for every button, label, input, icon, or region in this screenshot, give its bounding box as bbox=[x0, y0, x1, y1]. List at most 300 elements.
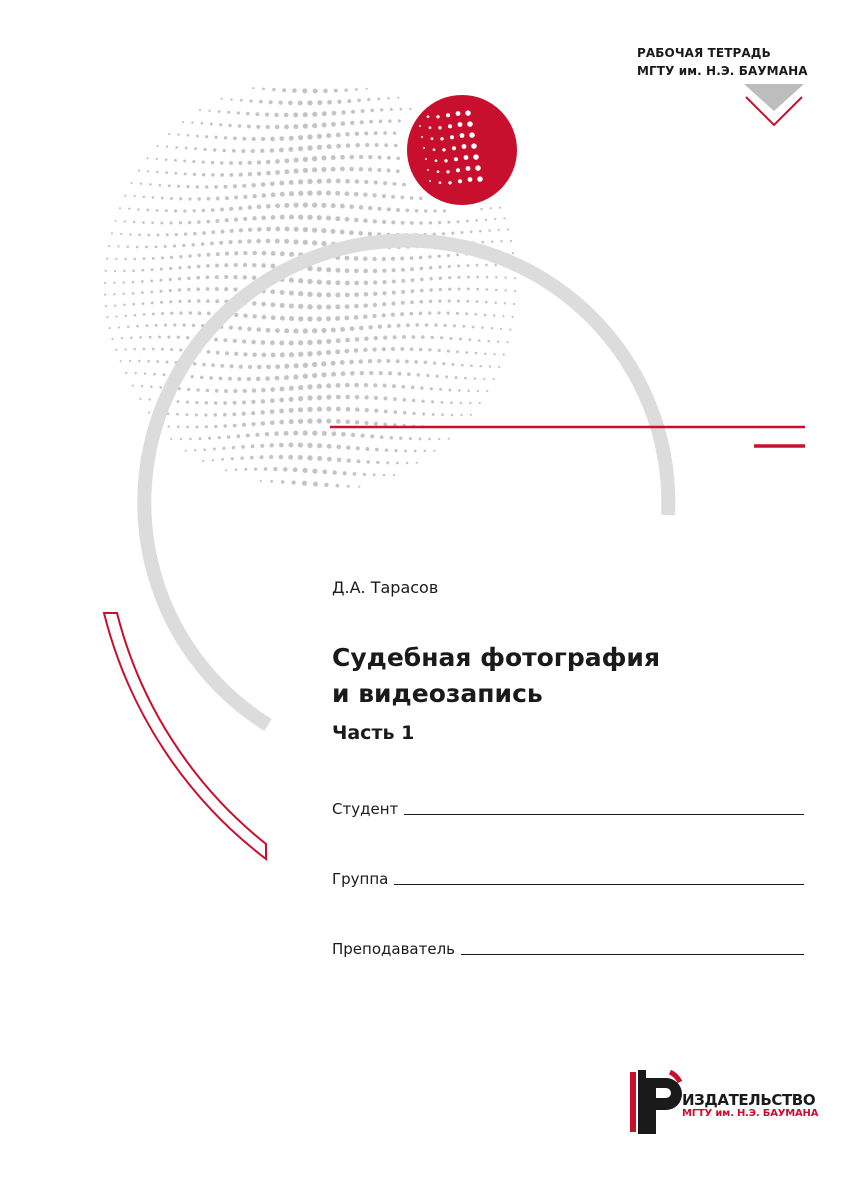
sphere-dot bbox=[271, 315, 276, 320]
sphere-dot bbox=[317, 100, 322, 105]
sphere-dot bbox=[293, 112, 298, 117]
sphere-dot bbox=[326, 267, 331, 272]
red-circle-dot bbox=[456, 168, 460, 172]
sphere-dot bbox=[372, 193, 376, 197]
sphere-dot bbox=[225, 351, 229, 355]
sphere-dot bbox=[345, 292, 350, 297]
sphere-dot bbox=[336, 445, 341, 450]
sphere-dot bbox=[340, 167, 345, 172]
red-circle-dot bbox=[477, 176, 483, 182]
sphere-dot bbox=[379, 371, 383, 375]
sphere-dot bbox=[216, 197, 220, 201]
sphere-dot bbox=[488, 229, 491, 232]
sphere-dot bbox=[234, 218, 238, 222]
sphere-dot bbox=[179, 348, 182, 351]
sphere-dot bbox=[356, 143, 360, 147]
sphere-dot bbox=[280, 215, 285, 220]
sphere-dot bbox=[170, 256, 173, 259]
sphere-dot bbox=[120, 233, 122, 235]
sphere-dot bbox=[293, 431, 298, 436]
sphere-dot bbox=[177, 426, 180, 429]
sphere-dot bbox=[386, 359, 390, 363]
sphere-dot bbox=[411, 278, 415, 282]
sphere-dot bbox=[307, 418, 312, 423]
sphere-dot bbox=[503, 354, 505, 356]
sphere-dot bbox=[481, 326, 484, 329]
sphere-dot bbox=[493, 353, 495, 355]
sphere-dot bbox=[439, 388, 442, 391]
sphere-dot bbox=[410, 196, 414, 200]
sphere-dot bbox=[224, 275, 228, 279]
sphere-dot bbox=[179, 255, 182, 258]
sphere-dot bbox=[327, 444, 332, 449]
sphere-dot bbox=[383, 396, 387, 400]
sphere-dot bbox=[195, 401, 198, 404]
sphere-dot bbox=[493, 378, 495, 380]
sphere-dot bbox=[429, 266, 433, 270]
sphere-dot bbox=[393, 397, 397, 401]
sphere-dot bbox=[243, 263, 247, 267]
sphere-dot bbox=[288, 443, 293, 448]
sphere-dot bbox=[374, 180, 378, 184]
sphere-dot bbox=[312, 202, 317, 207]
sphere-dot bbox=[487, 340, 490, 343]
book-title-line-2: и видеозапись bbox=[332, 679, 543, 708]
sphere-dot bbox=[233, 401, 237, 405]
sphere-dot bbox=[335, 280, 340, 285]
sphere-dot bbox=[466, 220, 469, 223]
sphere-dot bbox=[252, 87, 254, 89]
sphere-dot bbox=[377, 359, 381, 363]
sphere-dot bbox=[127, 325, 130, 328]
sphere-dot bbox=[202, 209, 206, 213]
sphere-dot bbox=[387, 324, 391, 328]
sphere-dot bbox=[453, 324, 456, 327]
sphere-dot bbox=[229, 161, 233, 165]
sphere-dot bbox=[256, 377, 261, 382]
sphere-dot bbox=[321, 328, 326, 333]
sphere-dot bbox=[346, 407, 351, 412]
sphere-dot bbox=[279, 181, 284, 186]
sphere-dot bbox=[284, 203, 289, 208]
sphere-dot bbox=[393, 182, 397, 186]
sphere-dot bbox=[161, 197, 164, 200]
sphere-dot bbox=[298, 191, 303, 196]
sphere-dot bbox=[275, 203, 280, 208]
sphere-dot bbox=[243, 389, 247, 393]
sphere-dot bbox=[156, 360, 159, 363]
sphere-dot bbox=[484, 314, 487, 317]
sphere-dot bbox=[293, 239, 298, 244]
sphere-dot bbox=[307, 340, 312, 345]
sphere-dot bbox=[170, 197, 173, 200]
sphere-dot bbox=[349, 230, 354, 235]
sphere-dot bbox=[345, 395, 350, 400]
red-circle-dot bbox=[471, 143, 477, 149]
sphere-dot bbox=[177, 400, 180, 403]
sphere-dot bbox=[252, 388, 256, 392]
sphere-dot bbox=[271, 251, 276, 256]
sphere-dot bbox=[373, 303, 377, 307]
sphere-dot bbox=[224, 389, 228, 393]
sphere-dot bbox=[442, 362, 445, 365]
sphere-dot bbox=[194, 147, 197, 150]
sphere-dot bbox=[326, 406, 331, 411]
sphere-dot bbox=[158, 184, 161, 187]
sphere-dot bbox=[124, 348, 126, 350]
sphere-dot bbox=[363, 348, 367, 352]
sphere-dot bbox=[457, 299, 460, 302]
sphere-dot bbox=[384, 409, 388, 413]
sphere-dot bbox=[340, 327, 345, 332]
sphere-dot bbox=[385, 448, 388, 451]
sphere-dot bbox=[336, 484, 340, 488]
sphere-dot bbox=[266, 365, 271, 370]
sphere-dot bbox=[264, 467, 268, 471]
sphere-dot bbox=[202, 363, 206, 367]
sphere-dot bbox=[132, 281, 135, 284]
sphere-dot bbox=[410, 267, 414, 271]
sphere-dot bbox=[324, 483, 328, 487]
sphere-dot bbox=[419, 311, 423, 315]
sphere-dot bbox=[479, 365, 482, 368]
sphere-dot bbox=[373, 473, 376, 476]
sphere-dot bbox=[336, 383, 341, 388]
sphere-dot bbox=[271, 215, 276, 220]
sphere-dot bbox=[298, 291, 303, 296]
sphere-dot bbox=[201, 242, 205, 246]
sphere-dot bbox=[214, 185, 218, 189]
sphere-dot bbox=[177, 185, 180, 188]
sphere-dot bbox=[497, 341, 499, 343]
sphere-dot bbox=[494, 218, 496, 220]
sphere-dot bbox=[233, 137, 237, 141]
sphere-dot bbox=[401, 268, 405, 272]
sphere-dot bbox=[209, 376, 213, 380]
sphere-dot bbox=[182, 323, 185, 326]
sphere-dot bbox=[141, 385, 143, 387]
sphere-dot bbox=[364, 131, 368, 135]
sphere-dot bbox=[397, 97, 399, 99]
sphere-dot bbox=[182, 244, 185, 247]
sphere-dot bbox=[150, 385, 153, 388]
sphere-dot bbox=[359, 155, 363, 159]
sphere-dot bbox=[298, 179, 303, 184]
sphere-dot bbox=[354, 315, 359, 320]
sphere-dot bbox=[117, 245, 119, 247]
sphere-dot bbox=[275, 170, 280, 175]
sphere-dot bbox=[477, 390, 479, 392]
sphere-dot bbox=[383, 181, 387, 185]
sphere-dot bbox=[345, 420, 350, 425]
red-circle-dot bbox=[421, 136, 423, 138]
sphere-dot bbox=[432, 413, 435, 416]
sphere-dot bbox=[322, 431, 327, 436]
sphere-dot bbox=[280, 316, 285, 321]
sphere-dot bbox=[312, 328, 317, 333]
sphere-dot bbox=[369, 120, 373, 124]
sphere-dot bbox=[265, 113, 269, 117]
sphere-dot bbox=[387, 97, 390, 100]
sphere-dot bbox=[341, 121, 346, 126]
sphere-dot bbox=[284, 226, 289, 231]
sphere-dot bbox=[392, 384, 396, 388]
sphere-dot bbox=[421, 400, 424, 403]
sphere-dot bbox=[438, 299, 441, 302]
sphere-dot bbox=[199, 109, 201, 111]
sphere-dot bbox=[377, 168, 381, 172]
red-circle-dot bbox=[456, 111, 461, 116]
sphere-dot bbox=[340, 360, 345, 365]
sphere-dot bbox=[262, 315, 267, 320]
sphere-dot bbox=[169, 267, 172, 270]
sphere-dot bbox=[187, 276, 191, 280]
sphere-dot bbox=[357, 98, 361, 102]
sphere-dot bbox=[345, 191, 350, 196]
sphere-dot bbox=[396, 169, 400, 173]
sphere-dot bbox=[428, 348, 431, 351]
sphere-dot bbox=[243, 352, 247, 356]
sphere-dot bbox=[284, 375, 289, 380]
sphere-dot bbox=[205, 401, 208, 404]
sphere-dot bbox=[317, 304, 322, 309]
sphere-dot bbox=[157, 234, 160, 237]
sphere-dot bbox=[251, 411, 255, 415]
sphere-dot bbox=[480, 208, 483, 211]
sphere-dot bbox=[506, 341, 508, 343]
sphere-dot bbox=[374, 131, 378, 135]
sphere-dot bbox=[121, 337, 123, 339]
sphere-dot bbox=[178, 277, 181, 280]
sphere-dot bbox=[272, 88, 275, 91]
sphere-dot bbox=[269, 455, 273, 459]
sphere-dot bbox=[265, 376, 270, 381]
sphere-dot bbox=[159, 279, 162, 282]
sphere-dot bbox=[252, 352, 256, 356]
sphere-dot bbox=[206, 275, 210, 279]
sphere-dot bbox=[193, 362, 196, 365]
sphere-dot bbox=[447, 350, 450, 353]
sphere-dot bbox=[331, 155, 336, 160]
sphere-dot bbox=[210, 123, 213, 126]
sphere-dot bbox=[262, 251, 267, 256]
sphere-dot bbox=[223, 338, 227, 342]
sphere-dot bbox=[235, 468, 238, 471]
sphere-dot bbox=[502, 315, 504, 317]
sphere-dot bbox=[151, 301, 154, 304]
sphere-dot bbox=[225, 196, 229, 200]
sphere-dot bbox=[364, 421, 368, 425]
sphere-dot bbox=[303, 328, 308, 333]
sphere-dot bbox=[414, 360, 418, 364]
sphere-dot bbox=[382, 220, 386, 224]
sphere-dot bbox=[214, 338, 218, 342]
sphere-dot bbox=[464, 377, 467, 380]
sphere-dot bbox=[401, 221, 405, 225]
sphere-dot bbox=[387, 207, 391, 211]
sphere-dot bbox=[233, 389, 237, 393]
sphere-dot bbox=[196, 287, 200, 291]
sphere-dot bbox=[222, 447, 225, 450]
sphere-dot bbox=[178, 266, 181, 269]
sphere-dot bbox=[337, 458, 342, 463]
sphere-dot bbox=[312, 112, 317, 117]
sphere-dot bbox=[105, 270, 107, 272]
sphere-dot bbox=[130, 336, 133, 339]
sphere-dot bbox=[148, 411, 150, 413]
book-title bbox=[332, 640, 660, 712]
sphere-dot bbox=[448, 265, 451, 268]
red-circle-dot bbox=[458, 122, 463, 127]
sphere-dot bbox=[396, 462, 399, 465]
sphere-dot bbox=[317, 351, 322, 356]
sphere-dot bbox=[373, 280, 377, 284]
sphere-dot bbox=[459, 338, 462, 341]
sphere-dot bbox=[415, 323, 419, 327]
sphere-dot bbox=[406, 323, 410, 327]
sphere-dot bbox=[433, 361, 436, 364]
sphere-dot bbox=[322, 469, 327, 474]
sphere-dot bbox=[298, 352, 303, 357]
sphere-dot bbox=[332, 111, 337, 116]
sphere-dot bbox=[398, 372, 402, 376]
sphere-dot bbox=[256, 125, 260, 129]
sphere-dot bbox=[120, 360, 122, 362]
sphere-dot bbox=[307, 407, 312, 412]
sphere-dot bbox=[455, 376, 458, 379]
sphere-dot bbox=[164, 324, 167, 327]
sphere-dot bbox=[221, 458, 224, 461]
sphere-dot bbox=[486, 276, 489, 279]
sphere-dot bbox=[364, 395, 368, 399]
sphere-dot bbox=[439, 288, 442, 291]
sphere-dot bbox=[257, 365, 262, 370]
sphere-dot bbox=[115, 349, 117, 351]
sphere-dot bbox=[326, 178, 331, 183]
sphere-dot bbox=[498, 366, 500, 368]
sphere-dot bbox=[261, 302, 266, 307]
student-label: Студент bbox=[332, 800, 399, 818]
red-circle-dot bbox=[464, 155, 469, 160]
sphere-dot bbox=[234, 251, 238, 255]
sphere-dot bbox=[405, 209, 409, 213]
sphere-dot bbox=[225, 218, 229, 222]
triangle-marker-icon bbox=[744, 84, 804, 125]
sphere-dot bbox=[383, 423, 387, 427]
sphere-dot bbox=[214, 401, 218, 405]
sphere-dot bbox=[439, 277, 442, 280]
red-circle-dot bbox=[469, 132, 475, 138]
sphere-dot bbox=[262, 353, 267, 358]
red-circle-dot bbox=[435, 159, 438, 162]
sphere-dot bbox=[247, 377, 251, 381]
red-circle-dot bbox=[425, 158, 427, 160]
sphere-dot bbox=[135, 372, 137, 374]
sphere-dot bbox=[420, 267, 424, 271]
sphere-dot bbox=[368, 232, 372, 236]
sphere-dot bbox=[326, 133, 331, 138]
sphere-dot bbox=[159, 386, 162, 389]
sphere-dot bbox=[365, 143, 369, 147]
sphere-dot bbox=[231, 457, 234, 460]
sphere-dot bbox=[484, 352, 487, 355]
sphere-dot bbox=[228, 124, 231, 127]
sphere-dot bbox=[355, 407, 359, 411]
sphere-dot bbox=[206, 299, 210, 303]
sphere-dot bbox=[237, 111, 240, 114]
sphere-dot bbox=[485, 264, 488, 267]
sphere-dot bbox=[321, 156, 326, 161]
sphere-dot bbox=[279, 443, 284, 448]
sphere-dot bbox=[155, 324, 158, 327]
sphere-dot bbox=[129, 233, 132, 236]
sphere-dot bbox=[504, 302, 506, 304]
sphere-dot bbox=[298, 396, 303, 401]
sphere-dot bbox=[270, 137, 275, 142]
sphere-dot bbox=[220, 364, 224, 368]
sphere-dot bbox=[387, 169, 391, 173]
sphere-dot bbox=[511, 316, 513, 318]
sphere-dot bbox=[321, 167, 326, 172]
sphere-dot bbox=[448, 299, 451, 302]
sphere-dot bbox=[173, 244, 176, 247]
sphere-dot bbox=[238, 124, 242, 128]
sphere-dot bbox=[354, 304, 359, 309]
sphere-dot bbox=[256, 327, 261, 332]
sphere-dot bbox=[106, 316, 108, 318]
sphere-dot bbox=[479, 230, 482, 233]
sphere-dot bbox=[410, 347, 414, 351]
sphere-dot bbox=[259, 100, 263, 104]
sphere-dot bbox=[354, 256, 359, 261]
sphere-dot bbox=[373, 269, 377, 273]
sphere-dot bbox=[246, 112, 250, 116]
sphere-dot bbox=[363, 303, 368, 308]
sphere-dot bbox=[270, 398, 275, 403]
sphere-dot bbox=[436, 375, 439, 378]
sphere-dot bbox=[137, 208, 140, 211]
sphere-dot bbox=[111, 232, 113, 234]
sphere-dot bbox=[347, 458, 351, 462]
sphere-dot bbox=[140, 183, 142, 185]
sphere-dot bbox=[289, 386, 294, 391]
sphere-dot bbox=[441, 401, 444, 404]
sphere-dot bbox=[493, 314, 496, 317]
sphere-dot bbox=[307, 134, 312, 139]
sphere-dot bbox=[262, 88, 265, 91]
sphere-dot bbox=[134, 314, 137, 317]
sphere-dot bbox=[360, 371, 365, 376]
sphere-dot bbox=[344, 88, 347, 91]
sphere-dot bbox=[409, 312, 413, 316]
sphere-dot bbox=[125, 372, 127, 374]
sphere-dot bbox=[354, 292, 359, 297]
sphere-dot bbox=[105, 305, 107, 307]
sphere-dot bbox=[215, 219, 219, 223]
sphere-dot bbox=[429, 277, 433, 281]
sphere-dot bbox=[307, 384, 312, 389]
sphere-dot bbox=[462, 325, 465, 328]
sphere-dot bbox=[303, 157, 308, 162]
red-circle-dot bbox=[446, 170, 449, 173]
sphere-dot bbox=[465, 351, 468, 354]
sphere-dot bbox=[159, 290, 162, 293]
sphere-dot bbox=[160, 301, 163, 304]
sphere-dot bbox=[223, 413, 227, 417]
sphere-dot bbox=[416, 462, 418, 464]
sphere-dot bbox=[169, 300, 172, 303]
sphere-dot bbox=[428, 438, 431, 441]
